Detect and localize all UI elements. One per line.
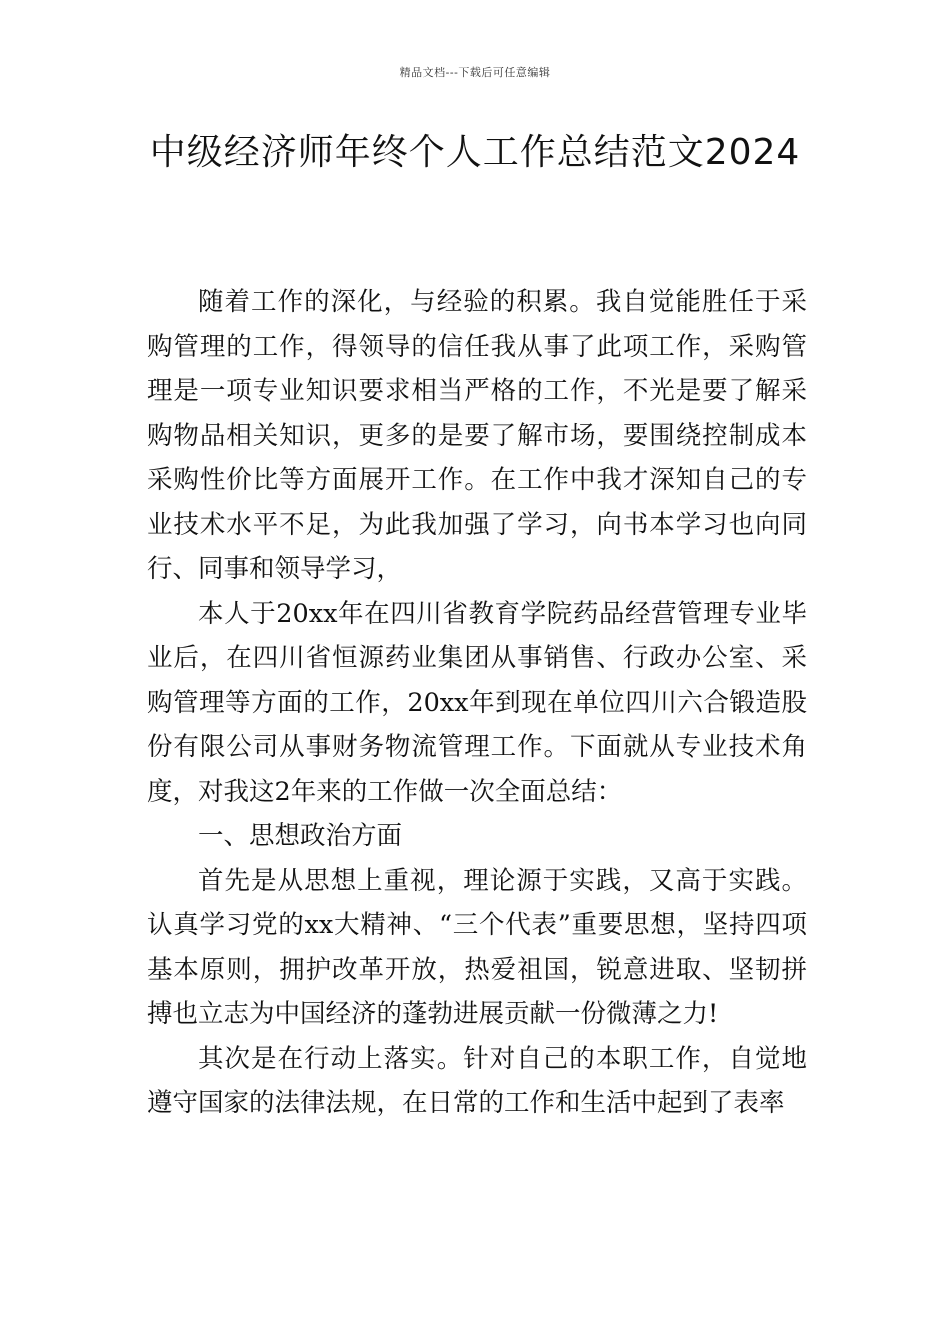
paragraph-4: 其次是在行动上落实。针对自己的本职工作，自觉地遵守国家的法律法规，在日常的工作和生活中起到了表率	[147, 1043, 807, 1118]
paragraph-3: 首先是从思想上重视，理论源于实践，又高于实践。认真学习党的xx大精神、“三个代表”重要思想，坚持四项基本原则，拥护改革开放，热爱祖国，锐意进取、坚韧拼搏也立志为中国经济的蓬勃进展贡献一份微薄之力!	[147, 865, 807, 1029]
header-note: 精品文档---下载后可任意编辑	[399, 66, 551, 79]
paragraph-2: 本人于20xx年在四川省教育学院药品经营管理专业毕业后，在四川省恒源药业集团从事销售、行政办公室、采购管理等方面的工作，20xx年到现在单位四川六合锻造股份有限公司从事财务物流管理工作。下面就从专业技术角度，对我这2年来的工作做一次全面总结：	[147, 598, 807, 807]
paragraph-1: 随着工作的深化，与经验的积累。我自觉能胜任于采购管理的工作，得领导的信任我从事了此项工作，采购管理是一项专业知识要求相当严格的工作，不光是要了解采购物品相关知识，更多的是要了解市场，要围绕控制成本采购性价比等方面展开工作。在工作中我才深知自己的专业技术水平不足，为此我加强了学习，向书本学习也向同行、同事和领导学习，	[147, 287, 807, 584]
section-heading-thought-politics: 一、思想政治方面	[198, 821, 403, 851]
document-body	[147, 280, 807, 1126]
document-title: 中级经济师年终个人工作总结范文2024	[149, 132, 801, 173]
